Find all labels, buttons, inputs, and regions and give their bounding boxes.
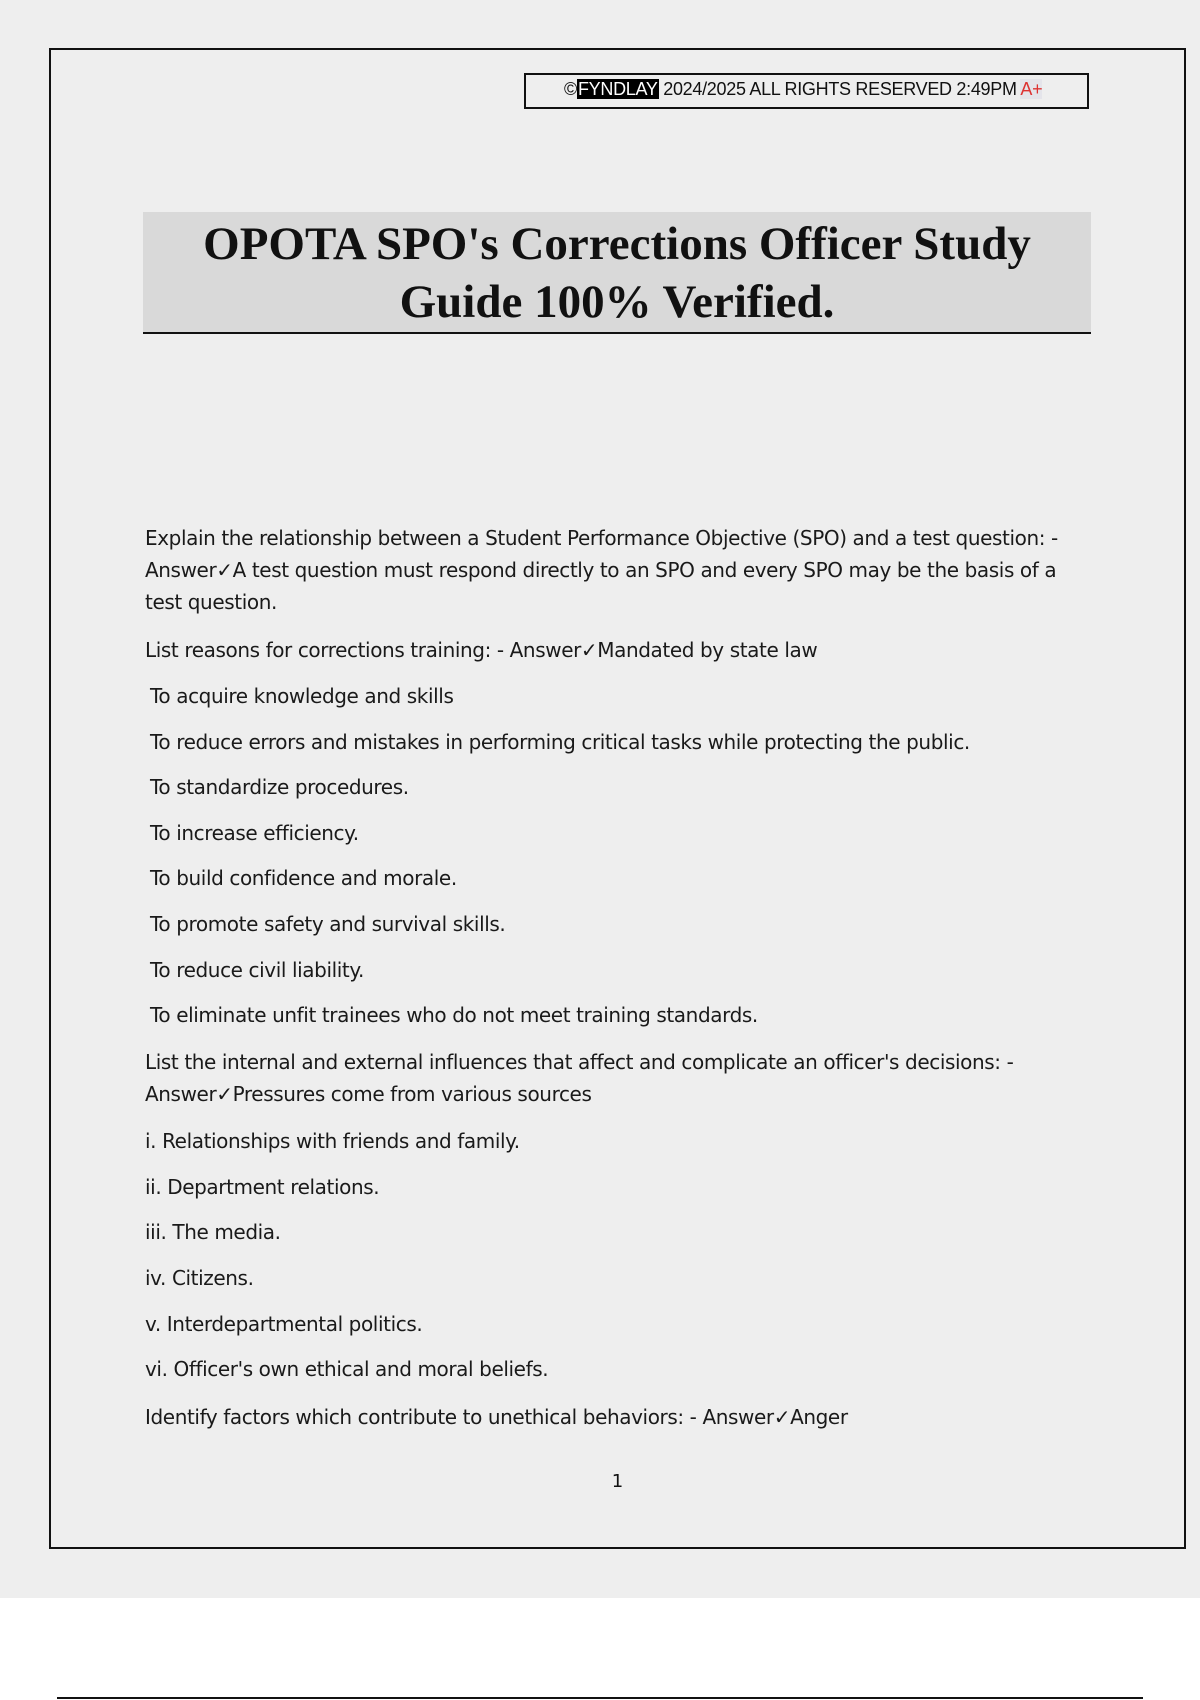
reason-item: To standardize procedures. [150,775,409,799]
reason-item: To build confidence and morale. [150,866,457,890]
next-page-divider [57,1697,1143,1699]
reason-item: To promote safety and survival skills. [150,912,506,936]
reason-item: To reduce civil liability. [150,958,364,982]
question-4: Identify factors which contribute to unethical behaviors: - Answer✓Anger [145,1405,848,1429]
influence-item: vi. Officer's own ethical and moral beliefs. [145,1357,549,1381]
title-line-2: Guide 100% Verified. [399,276,835,328]
influence-item: iv. Citizens. [145,1266,254,1290]
influence-item: ii. Department relations. [145,1175,380,1199]
brand-highlight: FYNDLAY [577,79,658,99]
rights-text: 2024/2025 ALL RIGHTS RESERVED 2:49PM [658,79,1021,99]
influence-item: i. Relationships with friends and family. [145,1129,520,1153]
copyright-symbol: © [564,79,577,99]
question-2: List reasons for corrections training: - Answer✓Mandated by state law [145,638,818,662]
question-3-line-1: List the internal and external influences that affect and complicate an officer's decisions: - [145,1050,1014,1074]
reason-item: To reduce errors and mistakes in performing critical tasks while protecting the public. [150,730,970,754]
grade-badge: A+ [1020,79,1043,99]
reason-item: To eliminate unfit trainees who do not meet training standards. [150,1003,758,1027]
question-1 [145,522,1095,618]
reason-item: To acquire knowledge and skills [150,684,454,708]
influence-item: iii. The media. [145,1220,281,1244]
page-number: 1 [611,1471,624,1492]
question-3-line-2: Answer✓Pressures come from various sources [145,1082,592,1106]
title-line-1: OPOTA SPO's Corrections Officer Study [203,218,1031,270]
copyright-header [524,73,1089,109]
influence-item: v. Interdepartmental politics. [145,1312,423,1336]
document-title [143,212,1091,334]
question-1-text: Explain the relationship between a Student Performance Objective (SPO) and a test question: - Answer✓A test question must respond directly to an SPO and every SPO may be the basis of a test question. [145,526,1058,614]
reason-item: To increase efficiency. [150,821,359,845]
